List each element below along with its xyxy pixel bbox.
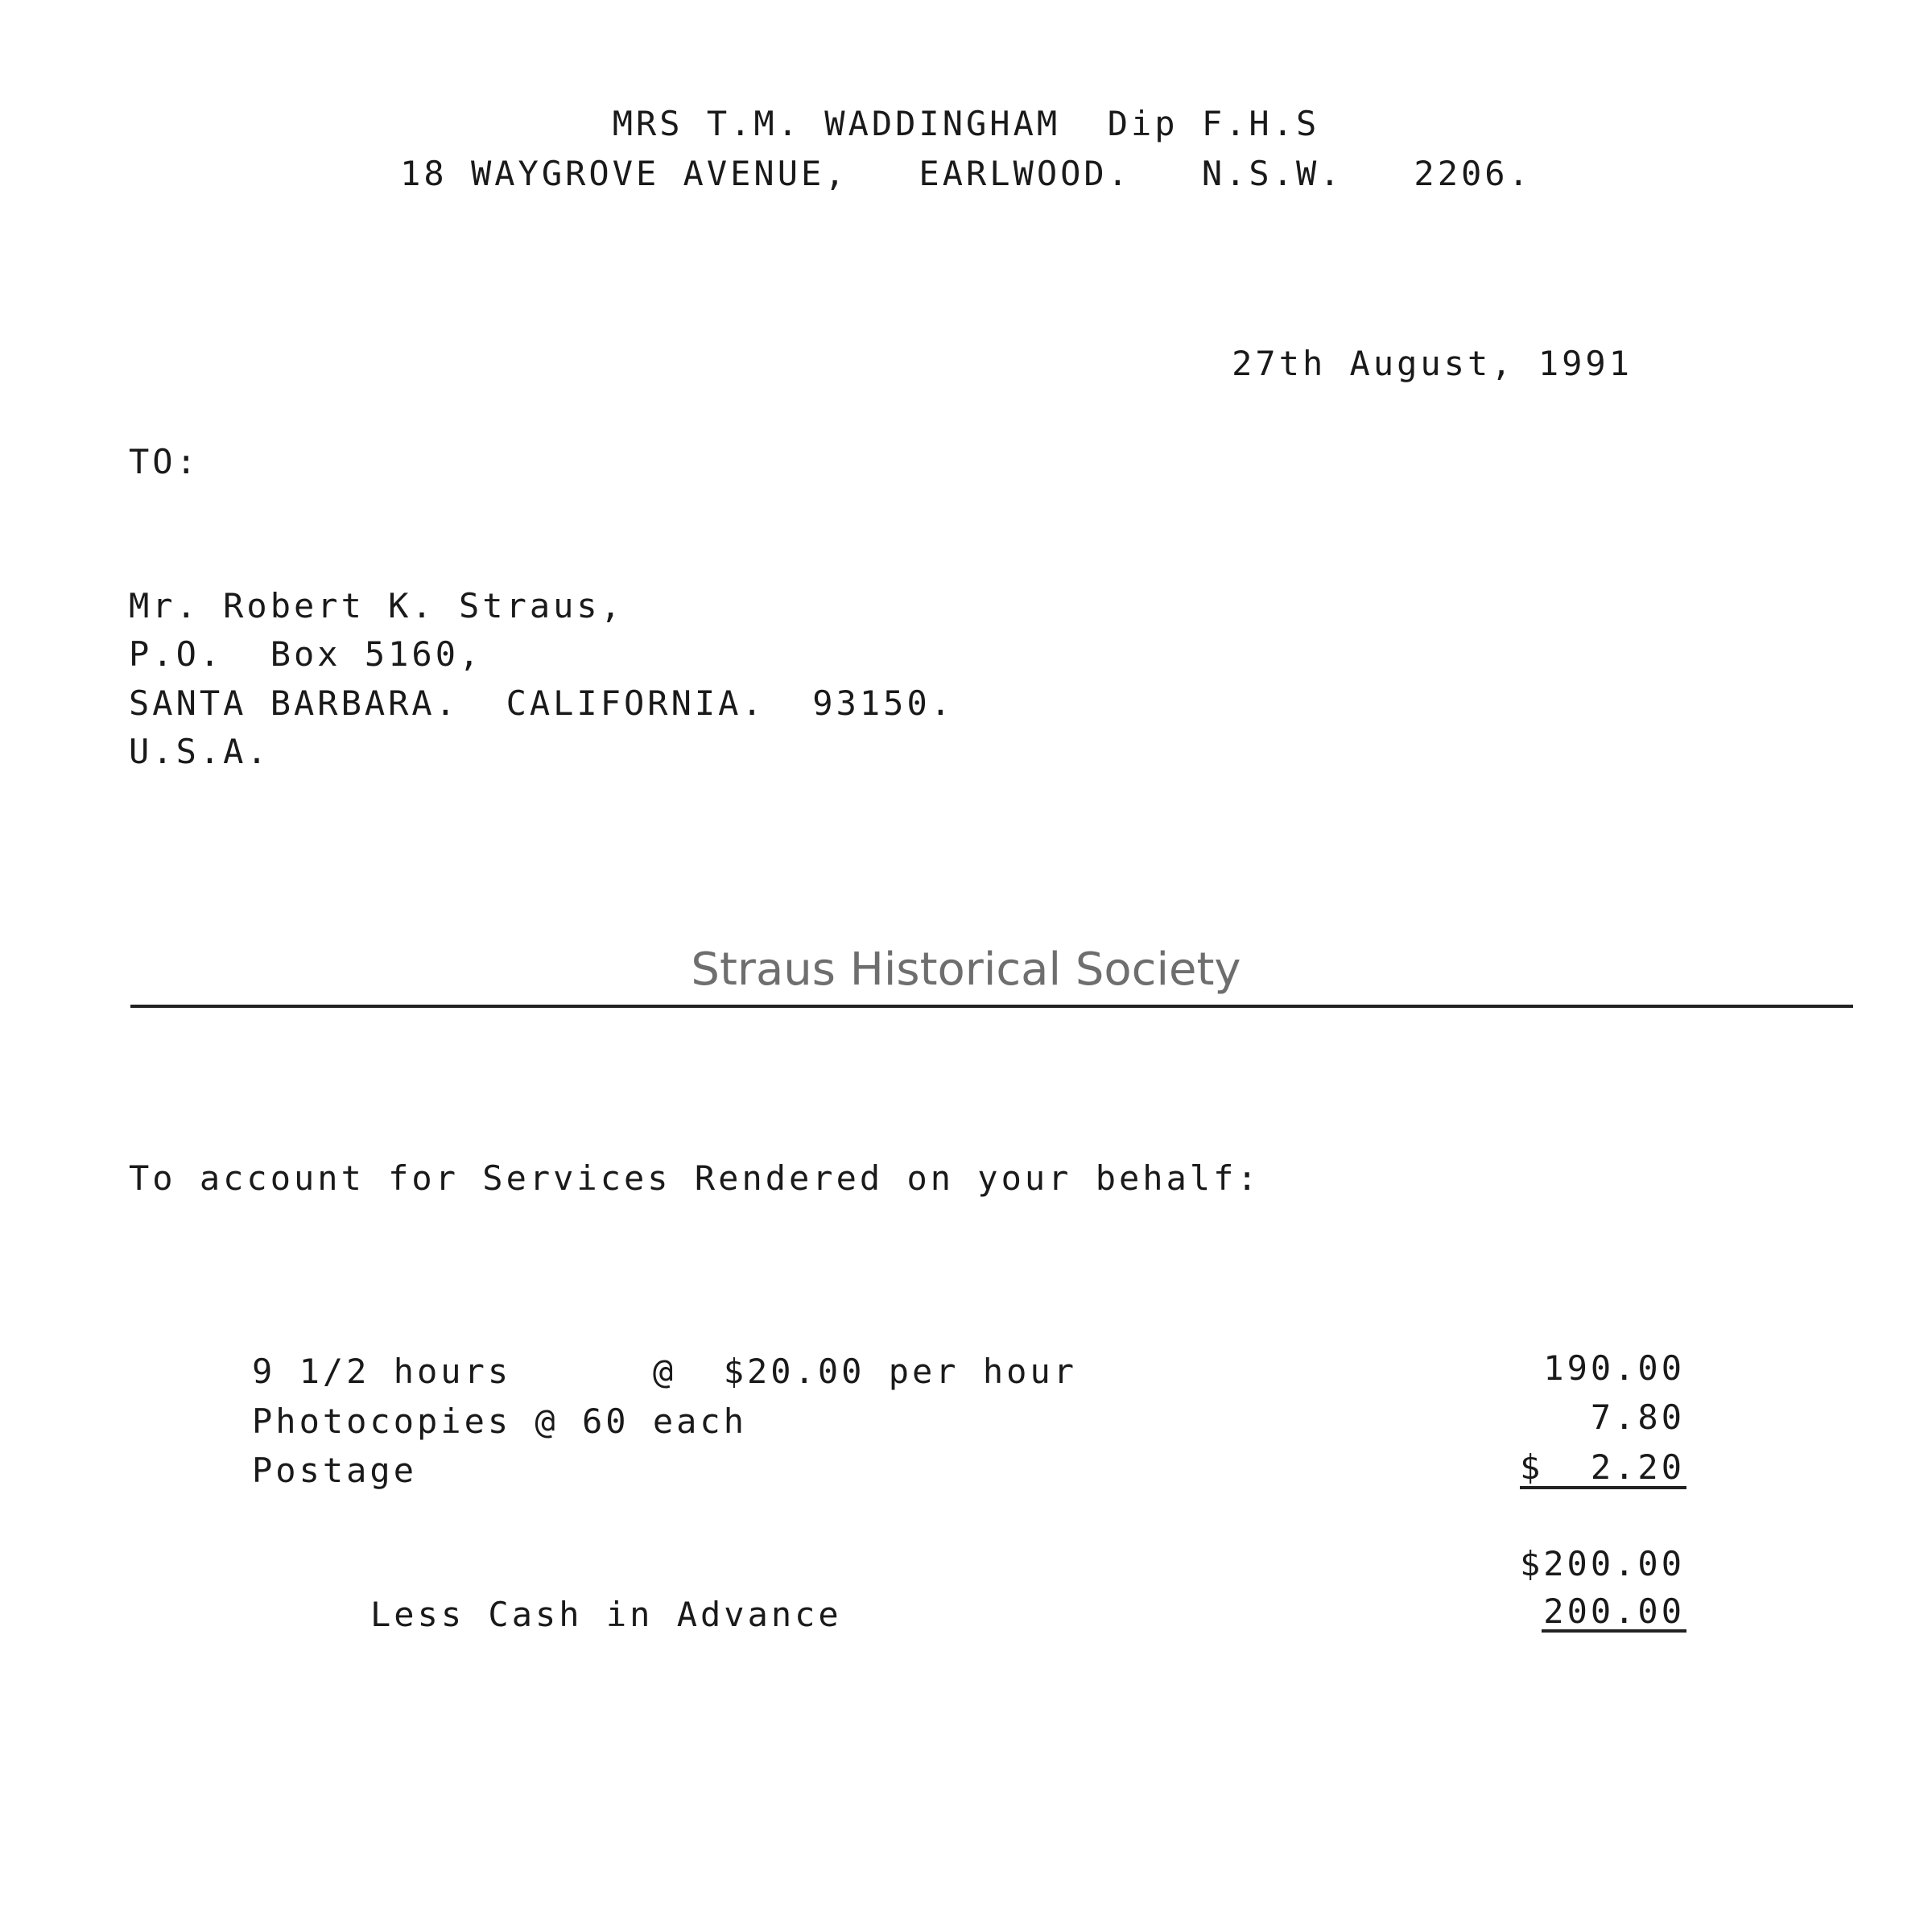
line-item-description: 9 1/2 hours @ $20.00 per hour (252, 1352, 1078, 1391)
line-item-amount: $ 2.20 (1519, 1447, 1685, 1487)
less-cash-amount: 200.00 (1543, 1591, 1685, 1631)
balance-underline (1542, 1629, 1686, 1633)
account-intro: To account for Services Rendered on your behalf: (129, 1158, 1261, 1198)
divider-rule (130, 1005, 1853, 1008)
recipient-po-box: P.O. Box 5160, (129, 634, 483, 674)
less-cash-label: Less Cash in Advance (370, 1595, 842, 1634)
letterhead-name: MRS T.M. WADDINGHAM Dip F.H.S (612, 104, 1320, 143)
recipient-city-line: SANTA BARBARA. CALIFORNIA. 93150. (129, 683, 955, 723)
recipient-name: Mr. Robert K. Straus, (129, 586, 625, 625)
line-item-description: Photocopies @ 60 each (252, 1402, 748, 1441)
total-amount: $200.00 (1519, 1544, 1685, 1583)
letterhead-address: 18 WAYGROVE AVENUE, EARLWOOD. N.S.W. 2206. (400, 154, 1532, 193)
line-item-amount: 190.00 (1543, 1348, 1685, 1388)
watermark: Straus Historical Society (691, 943, 1241, 996)
recipient-country: U.S.A. (129, 732, 270, 771)
line-item-description: Postage (252, 1451, 418, 1490)
line-item-amount: 7.80 (1590, 1397, 1685, 1437)
letter-date: 27th August, 1991 (1232, 344, 1633, 383)
to-label: TO: (129, 442, 200, 481)
subtotal-underline (1520, 1486, 1686, 1489)
